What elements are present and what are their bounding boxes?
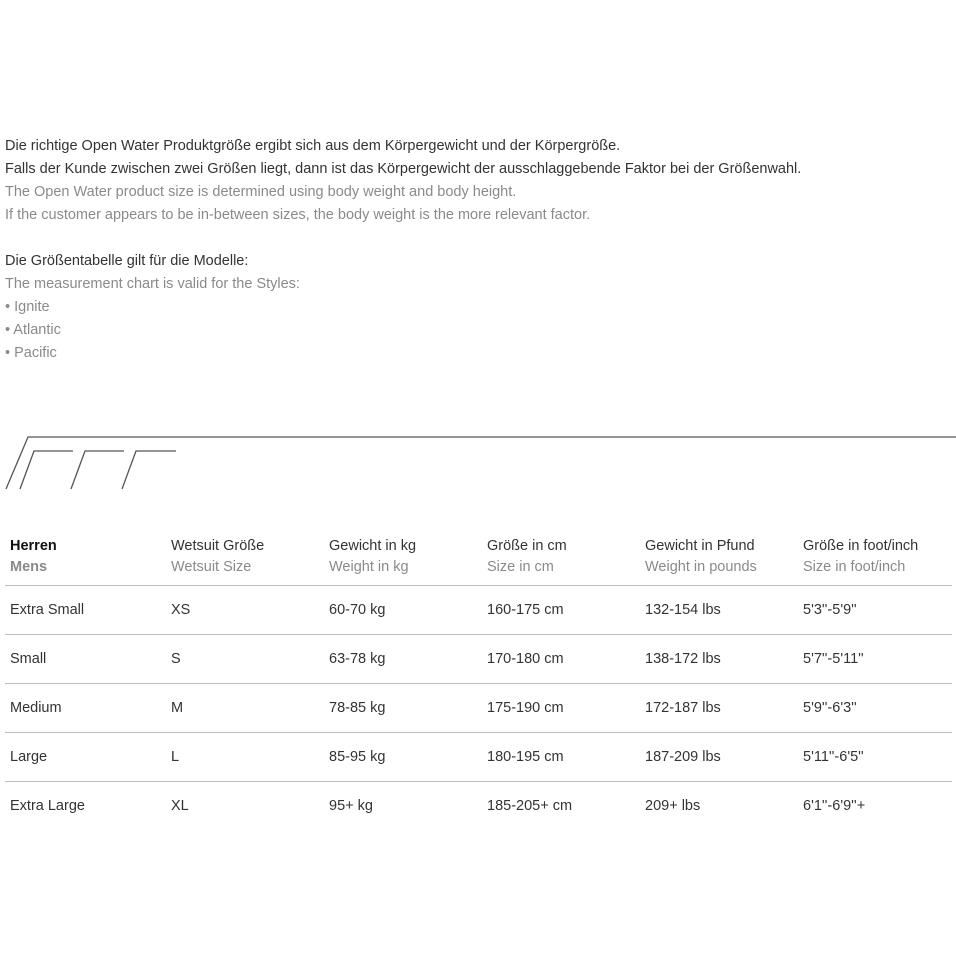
- table-row: [5, 782, 952, 831]
- header-weight-lbs: [640, 530, 798, 586]
- intro-text: [5, 135, 945, 365]
- cell-weight-lbs: 209+ lbs: [645, 797, 701, 814]
- cell-height-ft: 5'9''-6'3'': [798, 684, 952, 733]
- cell-size-name: Large: [5, 733, 166, 782]
- header-label-de: Wetsuit Größe: [171, 538, 265, 554]
- header-label-en: Size in foot/inch: [803, 559, 906, 575]
- header-wetsuit-size: [166, 530, 324, 586]
- header-label-de: Größe in foot/inch: [803, 538, 919, 554]
- cell-height-ft: 5'11''-6'5'': [798, 733, 952, 782]
- cell-weight-lbs: 187-209 lbs: [640, 733, 798, 782]
- models-heading-en: The measurement chart is valid for the Styles:: [5, 276, 300, 292]
- models-heading-de: Die Größentabelle gilt für die Modelle:: [5, 253, 249, 269]
- model-item: • Atlantic: [5, 322, 61, 338]
- cell-size-name: Medium: [5, 684, 166, 733]
- table-row: [5, 684, 952, 733]
- cell-height-ft: 6'1''-6'9''+: [803, 797, 866, 814]
- cell-weight-kg: 63-78 kg: [324, 635, 482, 684]
- header-label-en: Weight in pounds: [645, 559, 757, 575]
- table-row: [5, 635, 952, 684]
- header-label-en: Wetsuit Size: [171, 559, 252, 575]
- decor-slash-2: [71, 451, 124, 489]
- cell-wetsuit-size: L: [166, 733, 324, 782]
- cell-size-name: Extra Small: [5, 586, 166, 635]
- decor-slash-1: [20, 451, 73, 489]
- cell-height-cm: 160-175 cm: [482, 586, 640, 635]
- decorative-slashes-graphic: [0, 430, 956, 495]
- spacer: [5, 227, 945, 250]
- cell-weight-kg: 60-70 kg: [324, 586, 482, 635]
- cell-size-name: Extra Large: [10, 797, 85, 814]
- cell-height-cm: 175-190 cm: [482, 684, 640, 733]
- header-label-de: Gewicht in kg: [329, 538, 417, 554]
- cell-weight-lbs: 138-172 lbs: [640, 635, 798, 684]
- cell-weight-lbs: 132-154 lbs: [640, 586, 798, 635]
- intro-en-line-1: The Open Water product size is determined using body weight and body height.: [5, 184, 517, 200]
- cell-height-cm: 170-180 cm: [482, 635, 640, 684]
- cell-size-name: Small: [5, 635, 166, 684]
- header-label-en: Weight in kg: [329, 559, 409, 575]
- cell-weight-lbs: 172-187 lbs: [640, 684, 798, 733]
- cell-wetsuit-size: XS: [166, 586, 324, 635]
- table-row: [5, 733, 952, 782]
- table-header-row: [5, 530, 952, 586]
- size-chart-table: [5, 530, 952, 830]
- cell-weight-kg: 95+ kg: [329, 797, 373, 814]
- decor-slash-3: [122, 451, 176, 489]
- model-item: • Pacific: [5, 345, 57, 361]
- cell-height-cm: 185-205+ cm: [487, 797, 573, 814]
- header-gender: [5, 530, 166, 586]
- header-label-de: Gewicht in Pfund: [645, 538, 755, 554]
- cell-weight-kg: 78-85 kg: [324, 684, 482, 733]
- cell-height-ft: 5'7''-5'11'': [798, 635, 952, 684]
- cell-wetsuit-size: S: [166, 635, 324, 684]
- header-label-de: Herren: [10, 538, 57, 554]
- header-label-en: Mens: [10, 559, 48, 575]
- table-row: [5, 586, 952, 635]
- header-height-ft: [798, 530, 952, 586]
- model-item: • Ignite: [5, 299, 50, 315]
- cell-wetsuit-size: M: [166, 684, 324, 733]
- cell-wetsuit-size: XL: [171, 797, 189, 814]
- intro-de-line-1: Die richtige Open Water Produktgröße ergibt sich aus dem Körpergewicht und der Körpergröße.: [5, 138, 621, 154]
- header-label-en: Size in cm: [487, 559, 554, 575]
- decor-slash-long: [6, 437, 956, 489]
- cell-height-ft: 5'3''-5'9'': [798, 586, 952, 635]
- intro-en-line-2: If the customer appears to be in-between sizes, the body weight is the more relevant factor.: [5, 207, 591, 223]
- header-height-cm: [482, 530, 640, 586]
- cell-height-cm: 180-195 cm: [482, 733, 640, 782]
- intro-de-line-2: Falls der Kunde zwischen zwei Größen liegt, dann ist das Körpergewicht der ausschlaggebende Faktor bei der Größenwahl.: [5, 161, 802, 177]
- cell-weight-kg: 85-95 kg: [324, 733, 482, 782]
- header-weight-kg: [324, 530, 482, 586]
- header-label-de: Größe in cm: [487, 538, 567, 554]
